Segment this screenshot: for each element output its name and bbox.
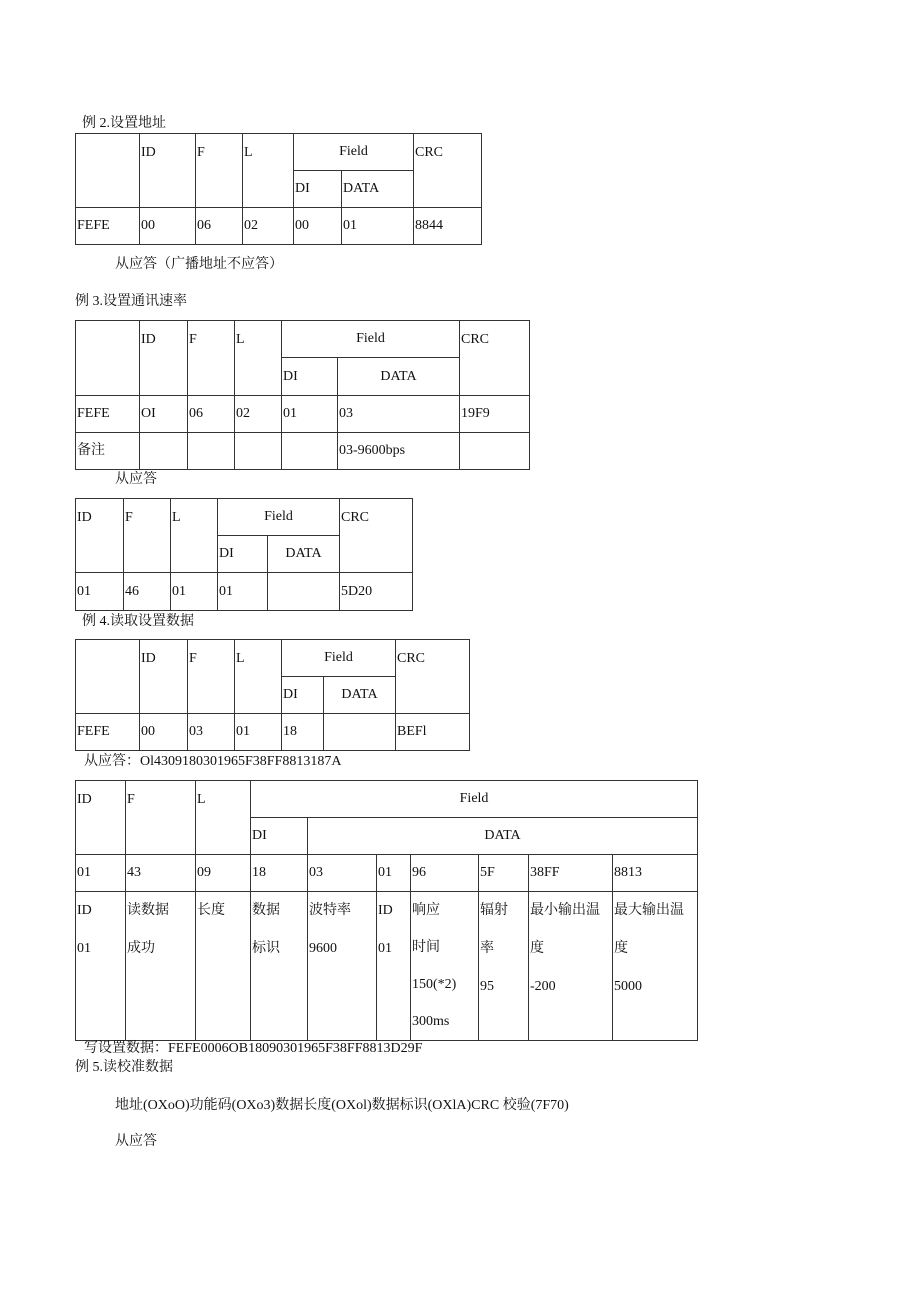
ex5-reply: 从应答 <box>115 1134 157 1149</box>
ex4-h-data: DATA <box>324 677 396 714</box>
big-h-field: Field <box>251 781 698 818</box>
ex2-cell-crc: 8844 <box>414 208 482 245</box>
ex2-cell-di: 00 <box>294 208 342 245</box>
ex3r-cell-data <box>268 573 340 611</box>
ex4-corner <box>76 640 140 714</box>
ex2-cell-f: 06 <box>196 208 243 245</box>
ex4-h-f: F <box>188 640 235 714</box>
ex4-cell-id: 00 <box>140 714 188 751</box>
ex3-note-empty <box>140 433 188 470</box>
ex2-table <box>75 133 482 245</box>
ex2-h-data: DATA <box>342 171 414 208</box>
ex4-cell-f: 03 <box>188 714 235 751</box>
ex3-note-data: 03-9600bps <box>338 433 460 470</box>
ex3r-h-field: Field <box>218 499 340 536</box>
ex2-title: 例 2.设置地址 <box>82 116 166 131</box>
ex3r-cell-di: 01 <box>218 573 268 611</box>
ex3-note-empty <box>282 433 338 470</box>
ex3-cell-f: 06 <box>188 396 235 433</box>
ex3r-cell-f: 46 <box>124 573 171 611</box>
big-cell: 96 <box>411 855 479 892</box>
ex4-write: 写设置数据：FEFE0006OB18090301965F38FF8813D29F <box>84 1041 423 1056</box>
ex3-note-empty <box>235 433 282 470</box>
ex4-h-id: ID <box>140 640 188 714</box>
ex3-title: 例 3.设置通讯速率 <box>75 294 187 309</box>
ex3r-h-id: ID <box>76 499 124 573</box>
ex3r-cell-crc: 5D20 <box>340 573 413 611</box>
ex2-h-di: DI <box>294 171 342 208</box>
desc-dev: ID 01 <box>377 892 411 1041</box>
big-h-l: L <box>196 781 251 855</box>
ex3-h-l: L <box>235 321 282 396</box>
ex3-cell-data: 03 <box>338 396 460 433</box>
big-cell: 5F <box>479 855 529 892</box>
ex3-cell-l: 02 <box>235 396 282 433</box>
big-h-data: DATA <box>308 818 698 855</box>
ex2-cell-data: 01 <box>342 208 414 245</box>
ex4-h-field: Field <box>282 640 396 677</box>
ex3r-h-f: F <box>124 499 171 573</box>
ex2-h-f: F <box>196 134 243 208</box>
desc-l: 长度 <box>196 892 251 1041</box>
big-h-id: ID <box>76 781 126 855</box>
ex3-note-empty <box>460 433 530 470</box>
ex3-cell-addr: FEFE <box>76 396 140 433</box>
ex2-corner <box>76 134 140 208</box>
ex4-cell-di: 18 <box>282 714 324 751</box>
desc-emis: 辐射 率 95 <box>479 892 529 1041</box>
ex3-h-crc: CRC <box>460 321 530 396</box>
desc-di: 数据 标识 <box>251 892 308 1041</box>
desc-baud: 波特率 9600 <box>308 892 377 1041</box>
desc-tmin: 最小输出温 度 -200 <box>529 892 613 1041</box>
big-cell: 38FF <box>529 855 613 892</box>
ex3-reply-table <box>75 498 413 611</box>
ex4-reply: 从应答：Ol4309180301965F38FF8813187A <box>84 754 342 769</box>
ex3r-cell-l: 01 <box>171 573 218 611</box>
ex3-corner <box>76 321 140 396</box>
ex4-cell-data <box>324 714 396 751</box>
ex2-h-field: Field <box>294 134 414 171</box>
big-h-f: F <box>126 781 196 855</box>
big-cell: 01 <box>76 855 126 892</box>
ex2-cell-addr: FEFE <box>76 208 140 245</box>
ex2-h-crc: CRC <box>414 134 482 208</box>
ex3-h-id: ID <box>140 321 188 396</box>
ex4-cell-l: 01 <box>235 714 282 751</box>
ex4-h-l: L <box>235 640 282 714</box>
ex2-h-l: L <box>243 134 294 208</box>
ex3-note-label: 备注 <box>76 433 140 470</box>
ex5-title: 例 5.读校准数据 <box>75 1060 173 1075</box>
ex3-h-data: DATA <box>338 358 460 396</box>
ex5-line: 地址(OXoO)功能码(OXo3)数据长度(OXol)数据标识(OXlA)CRC 校验(7F70) <box>115 1098 569 1113</box>
ex3-h-di: DI <box>282 358 338 396</box>
ex4-cell-crc: BEFl <box>396 714 470 751</box>
ex3-h-f: F <box>188 321 235 396</box>
ex2-cell-id: 00 <box>140 208 196 245</box>
ex3r-h-crc: CRC <box>340 499 413 573</box>
ex3-cell-id: OI <box>140 396 188 433</box>
ex3-cell-di: 01 <box>282 396 338 433</box>
ex3r-h-data: DATA <box>268 536 340 573</box>
desc-id: ID 01 <box>76 892 126 1041</box>
desc-f: 读数据 成功 <box>126 892 196 1041</box>
ex3-note-empty <box>188 433 235 470</box>
ex3-table <box>75 320 530 470</box>
ex3r-h-l: L <box>171 499 218 573</box>
ex4-h-crc: CRC <box>396 640 470 714</box>
desc-tmax: 最大输出温 度 5000 <box>613 892 698 1041</box>
ex3-cell-crc: 19F9 <box>460 396 530 433</box>
ex2-cell-l: 02 <box>243 208 294 245</box>
ex4-title: 例 4.读取设置数据 <box>82 614 194 629</box>
ex4-cell-addr: FEFE <box>76 714 140 751</box>
ex4-table <box>75 639 470 751</box>
big-cell: 18 <box>251 855 308 892</box>
ex2-reply: 从应答（广播地址不应答） <box>115 257 283 272</box>
ex3r-cell-id: 01 <box>76 573 124 611</box>
ex3r-h-di: DI <box>218 536 268 573</box>
big-cell: 01 <box>377 855 411 892</box>
big-cell: 43 <box>126 855 196 892</box>
big-cell: 8813 <box>613 855 698 892</box>
big-cell: 09 <box>196 855 251 892</box>
ex3-h-field: Field <box>282 321 460 358</box>
ex3-reply: 从应答 <box>115 472 157 487</box>
ex4-h-di: DI <box>282 677 324 714</box>
ex2-h-id: ID <box>140 134 196 208</box>
big-h-di: DI <box>251 818 308 855</box>
big-cell: 03 <box>308 855 377 892</box>
ex4-big-table <box>75 780 698 1041</box>
desc-resp: 响应 时间 150(*2) 300ms <box>411 892 479 1041</box>
